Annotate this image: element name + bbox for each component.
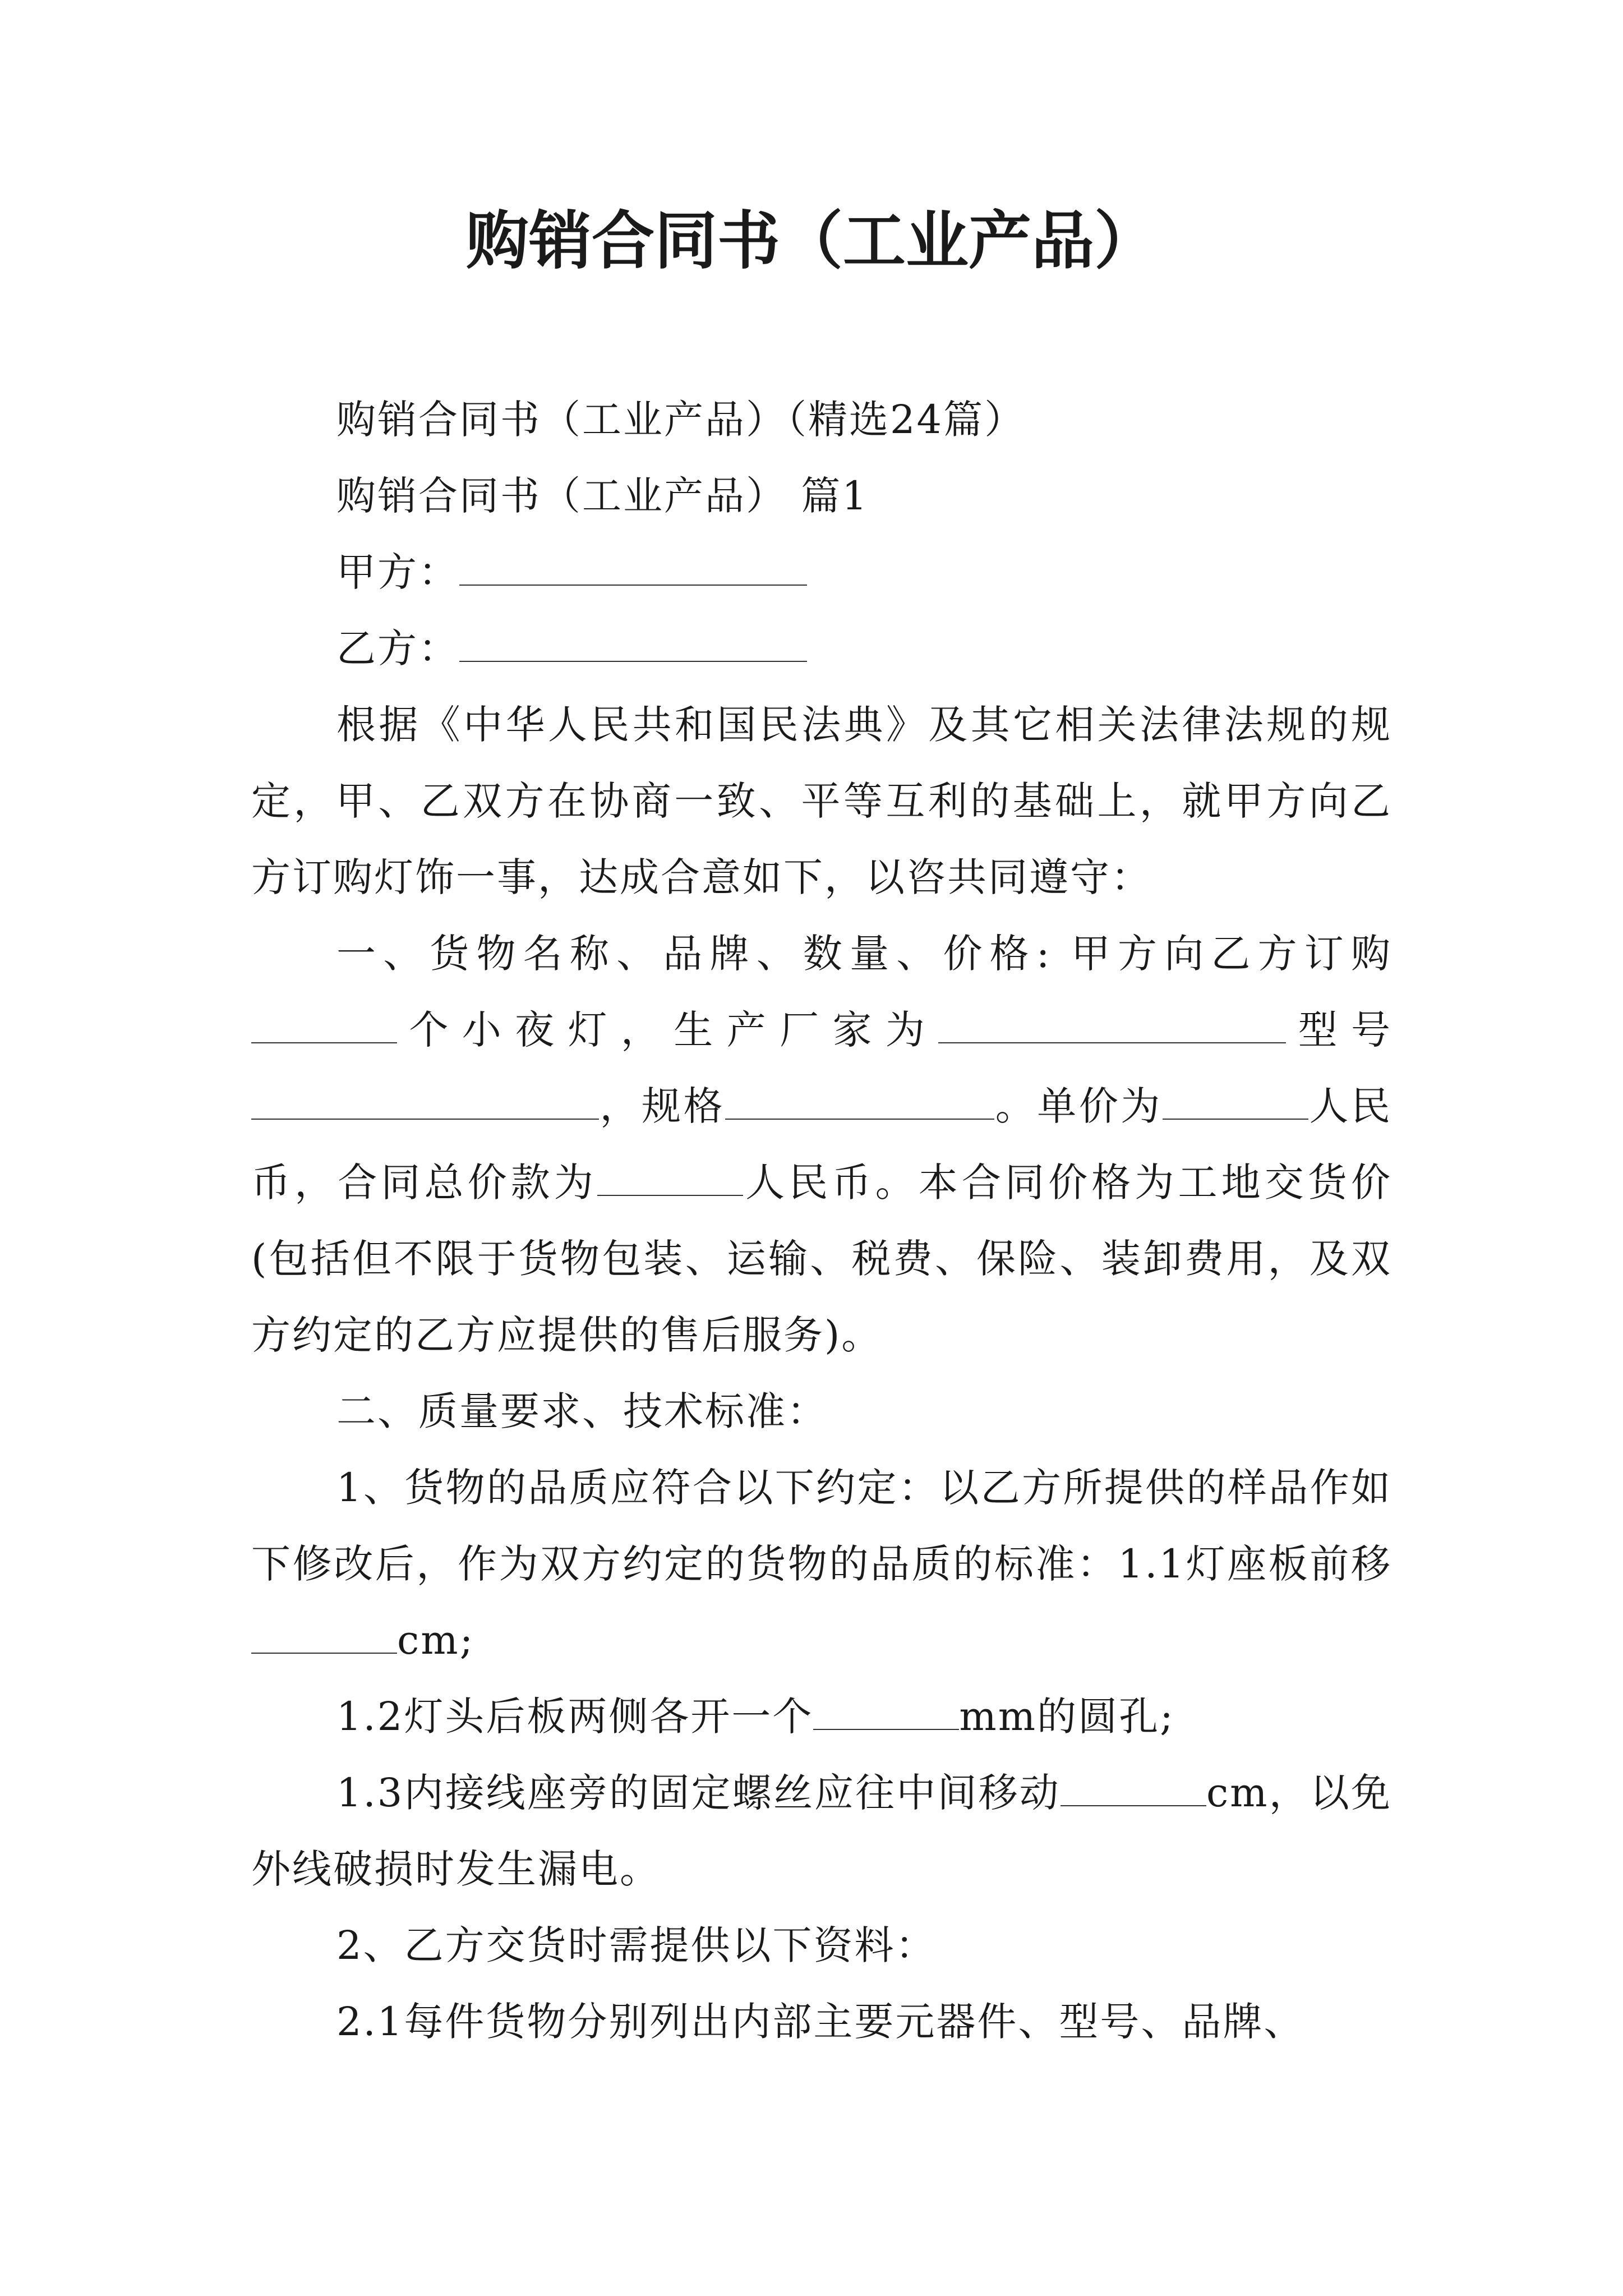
item-2-heading: 2、乙方交货时需提供以下资料： [336,1922,937,1968]
model-blank [251,1082,599,1120]
item-2-1-paragraph: 2.1每件货物分别列出内部主要元器件、型号、品牌、 [336,1999,1305,2045]
clause-2-heading: 二、质量要求、技术标准： [336,1388,828,1434]
clause-1-model-label: 型号 [1286,1007,1393,1053]
party-b-line [251,610,1392,687]
clause-1-lead: 一、货物名称、品牌、数量、价格: 甲方向乙方订购 [336,931,1392,977]
article-heading: 购销合同书（工业产品） 篇1 [336,473,869,519]
party-b-label: 乙方： [336,625,459,671]
clause-1-quantity-suffix: 个小夜灯，生产厂家为 [397,1007,939,1053]
unit-price-blank [1163,1082,1308,1120]
clause-1-tail: 人民币。本合同价格为工地交货价(包括但不限于货物包装、运输、税费、保险、装卸费用，及双方约定的乙方应提供的售后服务)。 [251,1159,1393,1358]
document-body [251,381,1392,2060]
party-a-label: 甲方： [336,549,459,595]
item-1-3-lead: 1.3内接线座旁的固定螺丝应往中间移动 [336,1770,1061,1816]
party-a-line [251,534,1392,610]
manufacturer-blank [938,1005,1286,1043]
spec-blank [725,1082,994,1120]
clause-1-unit-price-label: 。单价为 [994,1083,1163,1129]
item-1-2-tail: mm的圆孔; [959,1694,1175,1740]
item-1-2-paragraph [251,1678,1392,1755]
item-1-text: 1、货物的品质应符合以下约定：以乙方所提供的样品作如下修改后，作为双方约定的货物的品质的标准：1.1灯座板前移 [251,1465,1392,1587]
hole-size-blank [813,1692,959,1730]
quantity-blank [251,1005,397,1043]
item-1-unit: cm; [397,1617,475,1663]
total-price-blank [597,1158,743,1196]
preamble-paragraph: 根据《中华人民共和国民法典》及其它相关法律法规的规定，甲、乙双方在协商一致、平等互利的基础上，就甲方向乙方订购灯饰一事，达成合意如下，以咨共同遵守： [251,702,1392,900]
screw-shift-blank [1061,1768,1206,1806]
clause-1-paragraph [251,915,1392,1373]
collection-heading: 购销合同书（工业产品）（精选24篇） [336,397,1026,443]
lamp-shift-blank [251,1616,397,1654]
item-1-3-paragraph [251,1755,1392,1907]
item-1-3-tail: cm，以免外线破损时发生漏电。 [251,1770,1392,1892]
clause-1-currency-text: 人民币，合同总价款为 [251,1083,1393,1205]
clause-1-spec-label: ，规格 [599,1083,726,1129]
item-1-paragraph [251,1450,1392,1678]
party-b-blank [459,624,807,662]
party-a-blank [459,547,807,586]
document-title: 购销合同书（工业产品） [466,205,1157,278]
item-1-2-lead: 1.2灯头后板两侧各开一个 [336,1694,814,1740]
